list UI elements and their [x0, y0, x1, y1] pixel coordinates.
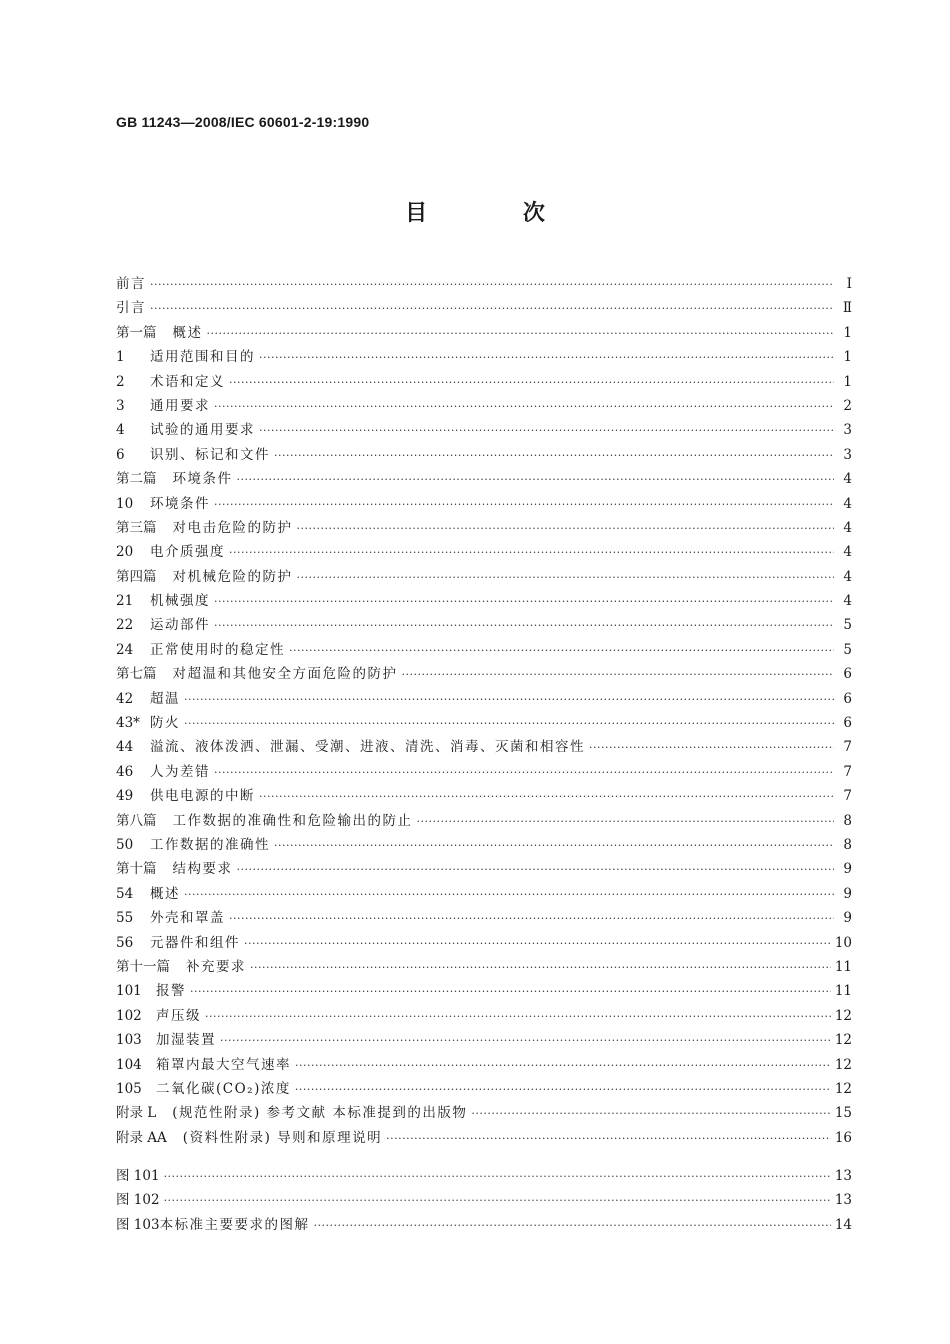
toc-page-number: 5	[843, 617, 852, 634]
dot-leader	[289, 639, 834, 663]
toc-entry[interactable]	[116, 540, 852, 564]
toc-entry-number: 2	[116, 373, 125, 390]
toc-page-number: 10	[834, 934, 852, 951]
toc-entry-title: 外壳和罩盖	[150, 910, 225, 927]
toc-entry-title: (规范性附录) 参考文献 本标准提到的出版物	[172, 1105, 468, 1122]
toc-page-number: 7	[843, 788, 852, 805]
dot-leader	[229, 907, 834, 931]
toc-entry[interactable]	[116, 516, 852, 540]
toc-entry[interactable]	[116, 955, 852, 979]
toc-entry[interactable]	[116, 857, 852, 881]
toc-entry-number: 56	[116, 934, 134, 951]
dot-leader	[237, 858, 835, 882]
toc-entry[interactable]	[116, 370, 852, 394]
standard-number: GB 11243—2008/IEC 60601-2-19:1990	[116, 114, 370, 130]
toc-entry-number: 第十一篇	[116, 958, 170, 975]
toc-entry-number: 104	[116, 1056, 142, 1073]
toc-entry[interactable]	[116, 467, 852, 491]
toc-spacer	[116, 1150, 852, 1164]
toc-entry-title: 通用要求	[150, 397, 210, 414]
toc-entry[interactable]	[116, 1126, 852, 1150]
toc-entry-number: 102	[116, 1007, 142, 1024]
toc-entry-number: 101	[116, 983, 142, 1000]
toc-entry-title: 机械强度	[150, 593, 210, 610]
toc-entry-title: 溢流、液体泼洒、泄漏、受潮、进液、清洗、消毒、灭菌和相容性	[150, 739, 585, 756]
toc-entry-number: 第四篇	[116, 568, 157, 585]
dot-leader	[274, 444, 834, 468]
dot-leader	[229, 541, 834, 565]
toc-entry-title: 正常使用时的稳定性	[150, 641, 285, 658]
toc-entry-title: 超温	[150, 690, 180, 707]
toc-entry-number: 4	[116, 422, 125, 439]
toc-page-number: 9	[843, 861, 852, 878]
toc-entry[interactable]	[116, 760, 852, 784]
dot-leader	[184, 883, 834, 907]
figure-entry[interactable]	[116, 1164, 852, 1188]
table-of-contents	[116, 272, 852, 1237]
toc-page-number: 3	[843, 446, 852, 463]
toc-entry-number: 图 103	[116, 1216, 160, 1233]
toc-entry-title: 人为差错	[150, 763, 210, 780]
toc-page-number: 2	[843, 397, 852, 414]
toc-page-number: 11	[834, 983, 852, 1000]
dot-leader	[295, 1054, 831, 1078]
dot-leader	[274, 834, 834, 858]
dot-leader	[314, 1214, 831, 1238]
toc-entry-number: 103	[116, 1032, 142, 1049]
toc-page-number: 6	[843, 666, 852, 683]
dot-leader	[214, 614, 834, 638]
toc-entry-title: 防火	[150, 715, 180, 732]
dot-leader	[205, 1005, 831, 1029]
toc-entry-number: 第二篇	[116, 471, 157, 488]
toc-entry[interactable]	[116, 345, 852, 369]
toc-page-number: 16	[834, 1129, 852, 1146]
toc-entry-title: 补充要求	[186, 958, 246, 975]
toc-entry-number: 24	[116, 641, 134, 658]
toc-entry-title: 环境条件	[150, 495, 210, 512]
toc-entry-number: 图 101	[116, 1168, 160, 1185]
toc-entry-title: 概述	[172, 324, 203, 341]
toc-page-number: 9	[843, 910, 852, 927]
dot-leader	[259, 346, 834, 370]
dot-leader	[244, 932, 831, 956]
dot-leader	[190, 980, 831, 1004]
toc-entry-number: 图 102	[116, 1192, 160, 1209]
dot-leader	[220, 1029, 831, 1053]
toc-entry[interactable]	[116, 394, 852, 418]
toc-entry[interactable]	[116, 687, 852, 711]
toc-entry-number: 第十篇	[116, 861, 157, 878]
dot-leader	[259, 785, 834, 809]
toc-entry[interactable]	[116, 784, 852, 808]
toc-entry-title: 概述	[150, 885, 180, 902]
toc-entry-title: 对电击危险的防护	[172, 519, 293, 536]
toc-page-number: 14	[834, 1216, 852, 1233]
toc-entry-number: 第三篇	[116, 519, 157, 536]
toc-entry-title: 结构要求	[172, 861, 233, 878]
dot-leader	[229, 371, 834, 395]
dot-leader	[214, 761, 834, 785]
toc-entry[interactable]	[116, 1077, 852, 1101]
toc-page-number: 1	[843, 324, 852, 341]
toc-entry-number: 54	[116, 885, 134, 902]
toc-entry[interactable]	[116, 979, 852, 1003]
dot-leader	[164, 1165, 831, 1189]
toc-page-number: 4	[843, 519, 852, 536]
toc-entry[interactable]	[116, 735, 852, 759]
toc-page-number: 5	[843, 641, 852, 658]
toc-entry-number: 附录 AA	[116, 1129, 167, 1146]
toc-page-number: 12	[834, 1007, 852, 1024]
toc-page-number: 15	[834, 1105, 852, 1122]
dot-leader	[297, 566, 835, 590]
toc-entry-number: 10	[116, 495, 134, 512]
toc-entry[interactable]	[116, 565, 852, 589]
toc-entry-number: 第一篇	[116, 324, 157, 341]
toc-entry[interactable]	[116, 613, 852, 637]
toc-entry[interactable]	[116, 272, 852, 296]
toc-entry[interactable]	[116, 418, 852, 442]
dot-leader	[164, 1189, 831, 1213]
toc-page-number: 6	[843, 715, 852, 732]
toc-entry-number: 第七篇	[116, 666, 157, 683]
toc-entry-title: 引言	[116, 300, 146, 317]
dot-leader	[184, 712, 834, 736]
toc-entry[interactable]	[116, 833, 852, 857]
toc-entry[interactable]	[116, 492, 852, 516]
toc-entry[interactable]	[116, 1053, 852, 1077]
toc-page-number: 4	[843, 544, 852, 561]
toc-page-number: 6	[843, 690, 852, 707]
toc-list	[116, 272, 852, 1150]
toc-page-number: 7	[843, 739, 852, 756]
toc-entry[interactable]	[116, 589, 852, 613]
toc-entry-title: 对超温和其他安全方面危险的防护	[172, 666, 398, 683]
toc-entry-number: 附录 L	[116, 1105, 157, 1122]
toc-entry[interactable]	[116, 931, 852, 955]
toc-entry-number: 44	[116, 739, 134, 756]
dot-leader	[214, 395, 834, 419]
toc-page-number: 1	[843, 373, 852, 390]
toc-entry[interactable]	[116, 1004, 852, 1028]
toc-entry-title: 箱罩内最大空气速率	[156, 1056, 291, 1073]
figure-list	[116, 1164, 852, 1237]
toc-entry-number: 1	[116, 349, 125, 366]
dot-leader	[295, 1078, 831, 1102]
toc-page-number: 4	[843, 593, 852, 610]
toc-entry[interactable]	[116, 662, 852, 686]
toc-entry[interactable]	[116, 809, 852, 833]
toc-page-number: 9	[843, 885, 852, 902]
toc-page-number: 12	[834, 1032, 852, 1049]
toc-entry-number: 22	[116, 617, 134, 634]
toc-entry-number: 43*	[116, 715, 140, 732]
toc-entry-title: 元器件和组件	[150, 934, 240, 951]
dot-leader	[297, 517, 835, 541]
toc-entry-title: 环境条件	[172, 471, 233, 488]
toc-entry[interactable]	[116, 906, 852, 930]
dot-leader	[589, 736, 834, 760]
toc-entry-title: 报警	[156, 983, 186, 1000]
toc-entry-number: 第八篇	[116, 812, 157, 829]
toc-entry-title: 运动部件	[150, 617, 210, 634]
toc-page-number: 7	[843, 763, 852, 780]
dot-leader	[150, 273, 834, 297]
toc-entry-title: 前言	[116, 276, 146, 292]
toc-entry-title: 供电电源的中断	[150, 788, 255, 805]
toc-entry-number: 46	[116, 763, 134, 780]
toc-entry-number: 3	[116, 397, 125, 414]
toc-entry-title: 电介质强度	[150, 544, 225, 561]
toc-entry-title: 工作数据的准确性和危险输出的防止	[172, 812, 413, 829]
toc-entry-title: 术语和定义	[150, 373, 225, 390]
toc-page-number: 1	[843, 349, 852, 366]
dot-leader	[250, 956, 831, 980]
toc-entry-title: 识别、标记和文件	[150, 446, 270, 463]
dot-leader	[417, 810, 835, 834]
toc-page-number: 12	[834, 1056, 852, 1073]
toc-page-number: 8	[843, 812, 852, 829]
toc-page-number: 4	[843, 568, 852, 585]
toc-entry-title: 声压级	[156, 1007, 201, 1024]
toc-entry[interactable]	[116, 443, 852, 467]
dot-leader	[402, 663, 835, 687]
dot-leader	[207, 322, 835, 346]
toc-entry[interactable]	[116, 882, 852, 906]
toc-page-number: 12	[834, 1080, 852, 1097]
toc-entry-number: 21	[116, 593, 134, 610]
toc-entry[interactable]	[116, 638, 852, 662]
toc-page-number: 8	[843, 836, 852, 853]
dot-leader	[184, 688, 834, 712]
toc-page-number: Ⅰ	[846, 276, 852, 292]
dot-leader	[237, 468, 835, 492]
dot-leader	[214, 493, 834, 517]
toc-entry-title: 加湿装置	[156, 1032, 216, 1049]
toc-entry-title: 本标准主要要求的图解	[159, 1216, 310, 1233]
dot-leader	[214, 590, 834, 614]
figure-entry[interactable]	[116, 1188, 852, 1212]
toc-entry-title: 工作数据的准确性	[150, 836, 270, 853]
toc-entry-number: 42	[116, 690, 134, 707]
toc-entry-number: 105	[116, 1080, 142, 1097]
toc-page-number: 4	[843, 495, 852, 512]
toc-entry-title: (资料性附录) 导则和原理说明	[182, 1129, 383, 1146]
toc-entry-number: 6	[116, 446, 125, 463]
figure-entry[interactable]	[116, 1213, 852, 1237]
toc-page-number: 11	[834, 958, 852, 975]
toc-page-number: 3	[843, 422, 852, 439]
toc-page-number: Ⅱ	[842, 300, 852, 317]
toc-entry[interactable]	[116, 1028, 852, 1052]
toc-page-number: 4	[843, 471, 852, 488]
toc-entry[interactable]	[116, 296, 852, 320]
toc-entry-title: 对机械危险的防护	[172, 568, 293, 585]
toc-entry-title: 二氧化碳(CO₂)浓度	[156, 1080, 291, 1097]
dot-leader	[150, 297, 834, 321]
page-title: 目 次	[405, 200, 589, 226]
toc-entry[interactable]	[116, 1101, 852, 1125]
dot-leader	[471, 1102, 830, 1126]
toc-entry-title: 试验的通用要求	[150, 422, 255, 439]
dot-leader	[259, 419, 834, 443]
toc-page-number: 13	[834, 1168, 852, 1185]
toc-page-number: 13	[834, 1192, 852, 1209]
toc-entry-number: 20	[116, 544, 134, 561]
toc-entry-number: 50	[116, 836, 134, 853]
dot-leader	[386, 1127, 831, 1151]
toc-entry-title: 适用范围和目的	[150, 349, 255, 366]
toc-entry[interactable]	[116, 321, 852, 345]
toc-entry-number: 55	[116, 910, 134, 927]
toc-entry[interactable]	[116, 711, 852, 735]
toc-entry-number: 49	[116, 788, 134, 805]
